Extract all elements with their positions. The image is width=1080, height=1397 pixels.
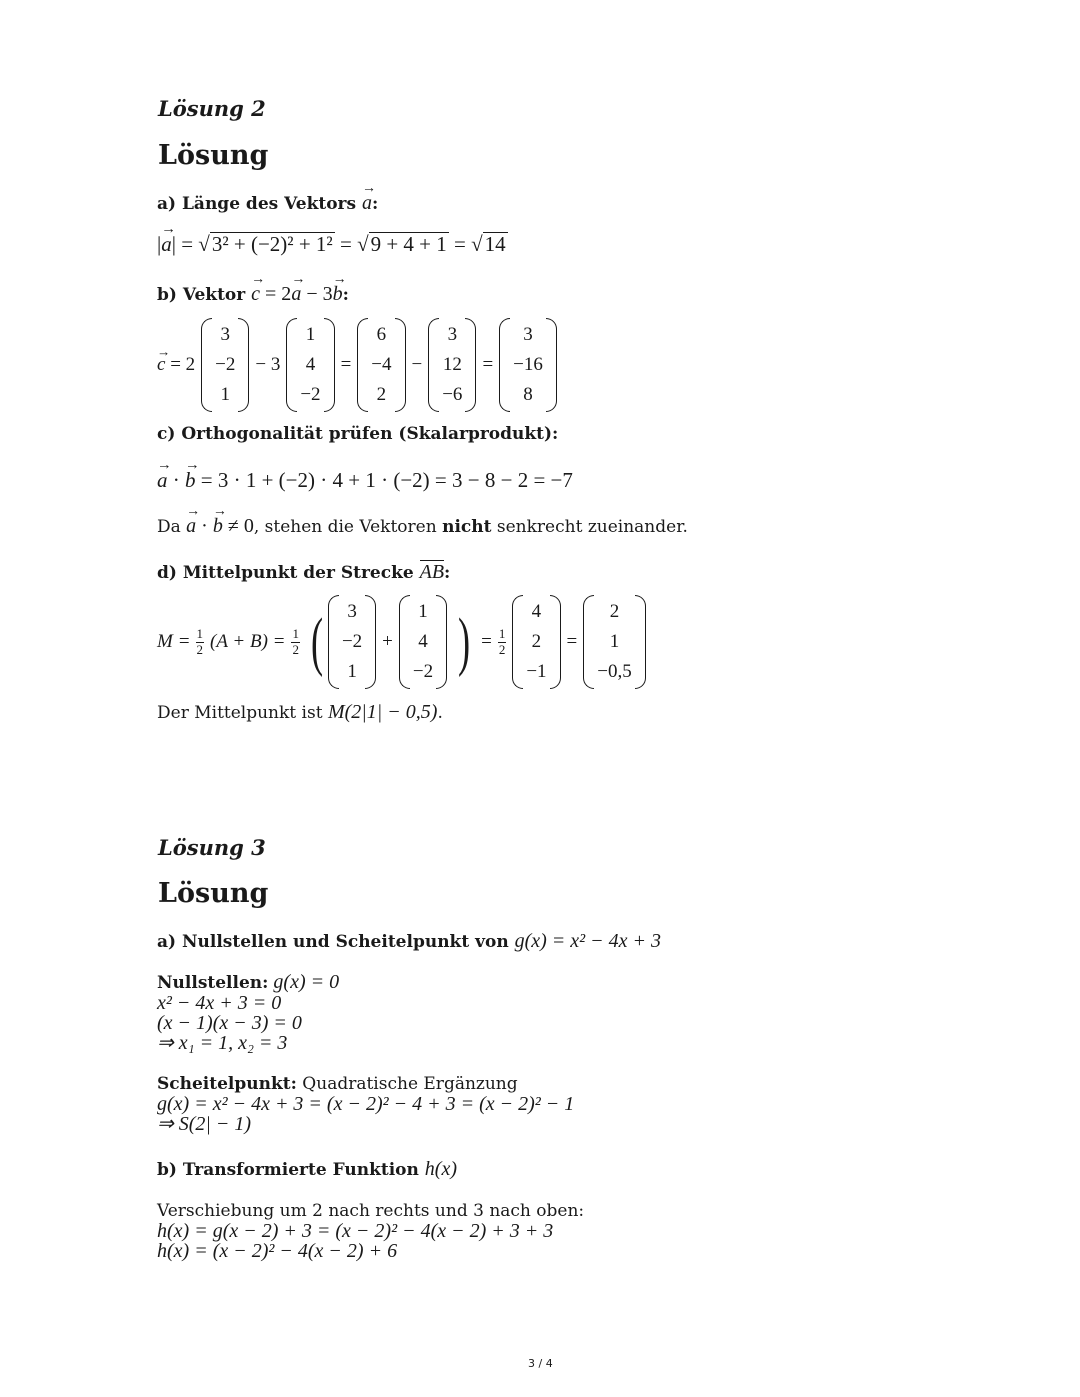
section-3-title: Lösung (158, 878, 269, 909)
orthogonality-conclusion: Da a → · b → ≠ 0, stehen die Vektoren nicht senkrecht zueinander. (157, 515, 688, 538)
section-2-title: Lösung (158, 140, 269, 171)
midpoint-vector: 2 1 −0,5 (583, 595, 645, 689)
vector-length-equation: |a →| = √3² + (−2)² + 1² = √9 + 4 + 1 = √14 (157, 232, 508, 257)
midpoint-result: Der Mittelpunkt ist M(2|1| − 0,5). (157, 701, 443, 723)
point-B: 1 4 −2 (399, 595, 447, 689)
point-A: 3 −2 1 (328, 595, 376, 689)
vector-a: 3 −2 1 (201, 318, 249, 412)
transformation-block: Verschiebung um 2 nach rechts und 3 nach oben: h(x) = g(x − 2) + 3 = (x − 2)² − 4(x − 2) + 3 + 3 h(x) = (x − 2)² − 4(x − 2) + 6 (157, 1201, 585, 1262)
vector-b: 1 4 −2 (286, 318, 334, 412)
dot-product-equation: a → · b → = 3 · 1 + (−2) · 4 + 1 · (−2) = 3 − 8 − 2 = −7 (157, 468, 573, 493)
vector-c-calculation: c → = 2 3 −2 1 − 3 1 4 −2 = 6 −4 2 − 3 12 −6 = 3 −16 8 (157, 318, 563, 412)
vector-3b: 3 12 −6 (428, 318, 476, 412)
section-2-heading: Lösung 2 (158, 96, 266, 121)
sum-vector: 4 2 −1 (512, 595, 560, 689)
midpoint-calculation: M = $\frac{1}{2}$ (A + B) = $\frac{1}{2}$ ( 3 −2 1 + 1 4 −2 ) = $\frac{1}{2}$ 4 2 −1 = 2 1 −0,5 (157, 595, 652, 689)
part-3b-title: b) Transformierte Funktion h(x) (157, 1158, 457, 1180)
part-a-title: a) Länge des Vektors a →: (157, 192, 378, 215)
part-d-title: d) Mittelpunkt der Strecke AB: (157, 561, 451, 583)
section-3-heading: Lösung 3 (158, 835, 266, 860)
page-number: 3 / 4 (528, 1357, 553, 1370)
part-b-title: b) Vektor c → = 2a → − 3b →: (157, 283, 349, 306)
zeros-block: Nullstellen: g(x) = 0 x² − 4x + 3 = 0 (x − 1)(x − 3) = 0 ⇒ x₁ = 1, x₂ = 3 (157, 971, 340, 1054)
vertex-block: Scheitelpunkt: Quadratische Ergänzung g(x) = x² − 4x + 3 = (x − 2)² − 4 + 3 = (x − 2)² − 1 ⇒ S(2| − 1) (157, 1074, 575, 1135)
part-c-title: c) Orthogonalität prüfen (Skalarprodukt): (157, 424, 559, 444)
part-3a-title: a) Nullstellen und Scheitelpunkt von g(x) = x² − 4x + 3 (157, 930, 662, 952)
vector-c-result: 3 −16 8 (499, 318, 557, 412)
vector-2a: 6 −4 2 (357, 318, 405, 412)
